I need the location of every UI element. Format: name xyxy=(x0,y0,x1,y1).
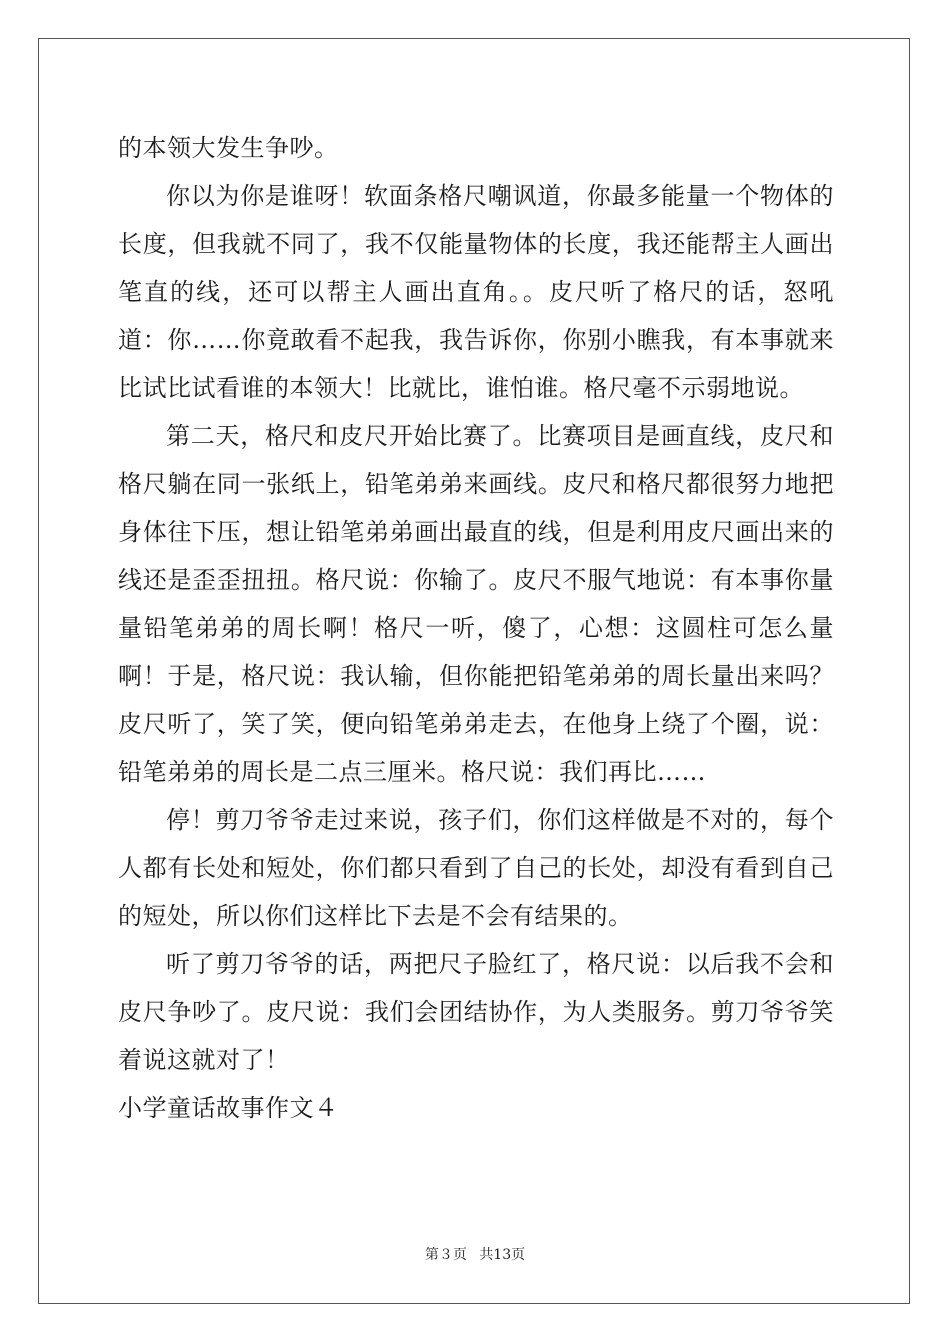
total-pages: 共13页 xyxy=(479,1247,526,1263)
paragraph-5: 听了剪刀爷爷的话，两把尺子脸红了，格尺说：以后我不会和皮尺争吵了。皮尺说：我们会团结协作，为人类服务。剪刀爷爷笑着说这就对了！ xyxy=(118,950,834,1074)
page-number: 第３页 xyxy=(424,1247,467,1263)
section-heading: 小学童话故事作文４ xyxy=(118,1094,339,1122)
document-body xyxy=(118,124,834,1132)
paragraph-1: 的本领大发生争吵。 xyxy=(118,134,339,162)
paragraph-4: 停！剪刀爷爷走过来说，孩子们，你们这样做是不对的，每个人都有长处和短处，你们都只看到了自己的长处，却没有看到自己的短处，所以你们这样比下去是不会有结果的。 xyxy=(118,806,834,930)
paragraph-3: 第二天，格尺和皮尺开始比赛了。比赛项目是画直线，皮尺和格尺躺在同一张纸上，铅笔弟弟来画线。皮尺和格尺都很努力地把身体往下压，想让铅笔弟弟画出最直的线，但是利用皮尺画出来的线还是歪歪扭扭。格尺说：你输了。皮尺不服气地说：有本事你量量铅笔弟弟的周长啊！格尺一听，傻了，心想：这圆柱可怎么量啊！于是，格尺说：我认输，但你能把铅笔弟弟的周长量出来吗？皮尺听了，笑了笑，便向铅笔弟弟走去，在他身上绕了个圈，说：铅笔弟弟的周长是二点三厘米。格尺说：我们再比…… xyxy=(118,422,834,786)
page-footer xyxy=(0,1244,950,1264)
paragraph-2: 你以为你是谁呀！软面条格尺嘲讽道，你最多能量一个物体的长度，但我就不同了，我不仅能量物体的长度，我还能帮主人画出笔直的线，还可以帮主人画出直角。。皮尺听了格尺的话，怒吼道：你……你竟敢看不起我，我告诉你，你别小瞧我，有本事就来比试比试看谁的本领大！比就比，谁怕谁。格尺毫不示弱地说。 xyxy=(118,182,834,402)
